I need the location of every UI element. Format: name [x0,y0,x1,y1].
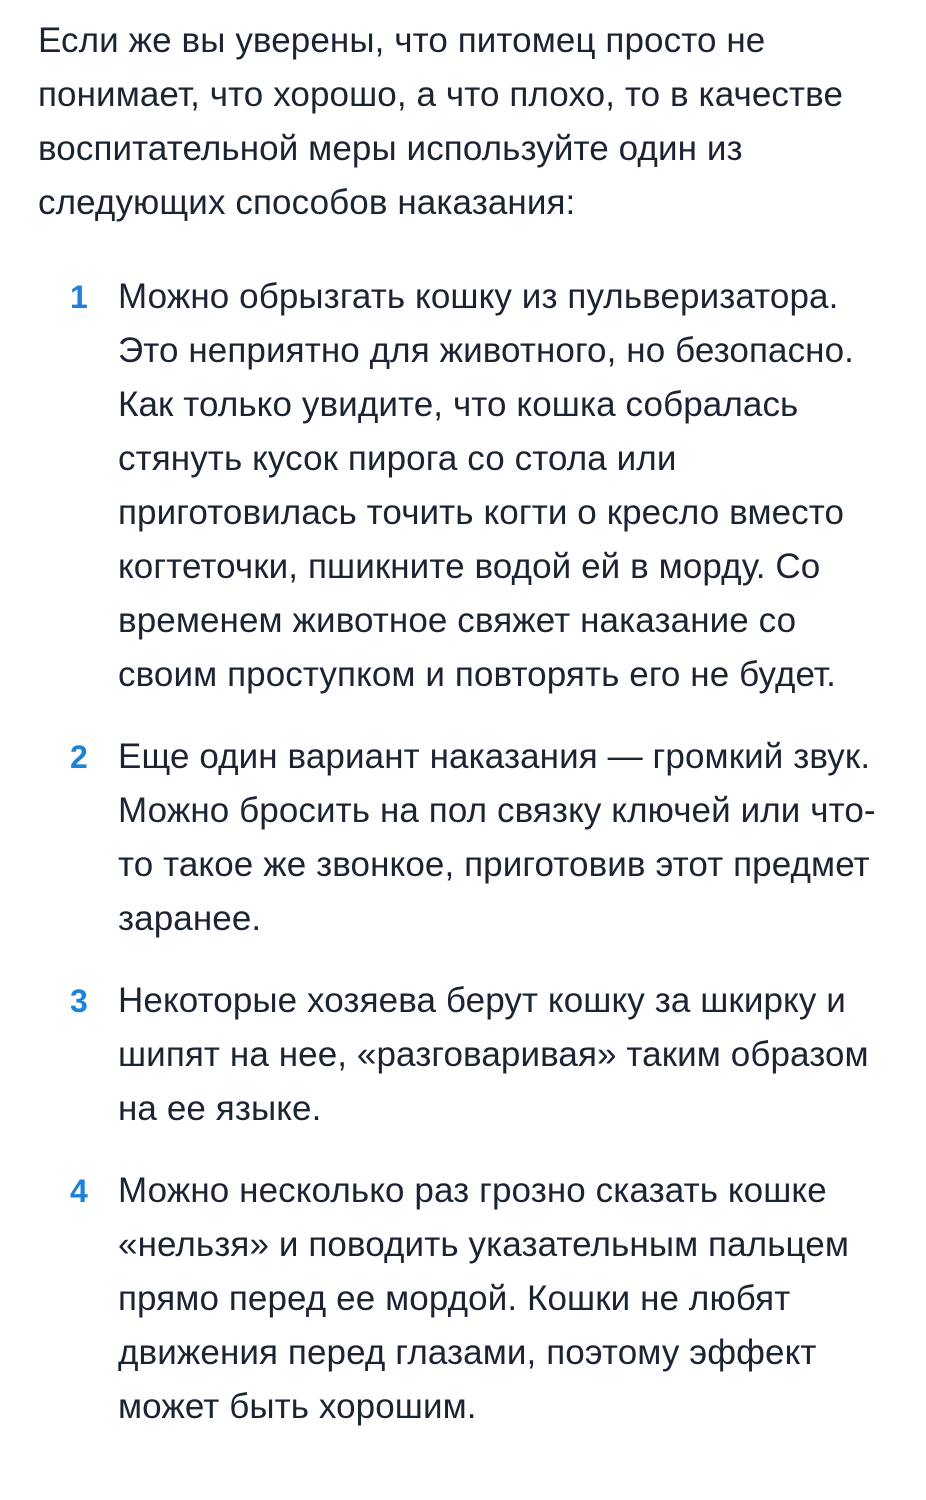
list-item-number: 3 [70,983,88,1019]
list-item-text: Можно несколько раз грозно сказать кошке «нельзя» и поводить указательным пальцем прямо перед ее мордой. Кошки не любят движения перед глазами, поэтому эффект может быть хорошим. [118,1171,850,1426]
list-item-number: 4 [70,1173,88,1209]
punishment-methods-list [38,270,886,1434]
list-item [38,730,886,946]
list-item [38,270,886,702]
list-item-number: 1 [70,279,88,315]
list-item [38,1164,886,1434]
intro-paragraph: Если же вы уверены, что питомец просто не понимает, что хорошо, а что плохо, то в качестве воспитательной меры используйте один из следующих способов наказания: [38,21,844,222]
list-item-text: Некоторые хозяева берут кошку за шкирку и шипят на нее, «разговаривая» таким образом на ее языке. [118,981,869,1128]
list-item-text: Еще один вариант наказания — громкий звук. Можно бросить на пол связку ключей или что-то такое же звонкое, приготовив этот предмет заранее. [118,737,876,938]
list-item [38,974,886,1136]
list-item-text: Можно обрызгать кошку из пульверизатора. Это неприятно для животного, но безопасно. Как только увидите, что кошка собралась стянуть кусок пирога со стола или приготовилась точить когти о кресло вместо когтеточки, пшикните водой ей в морду. Со временем животное свяжет наказание со своим проступком и повторять его не будет. [118,277,854,694]
list-item-number: 2 [70,739,88,775]
